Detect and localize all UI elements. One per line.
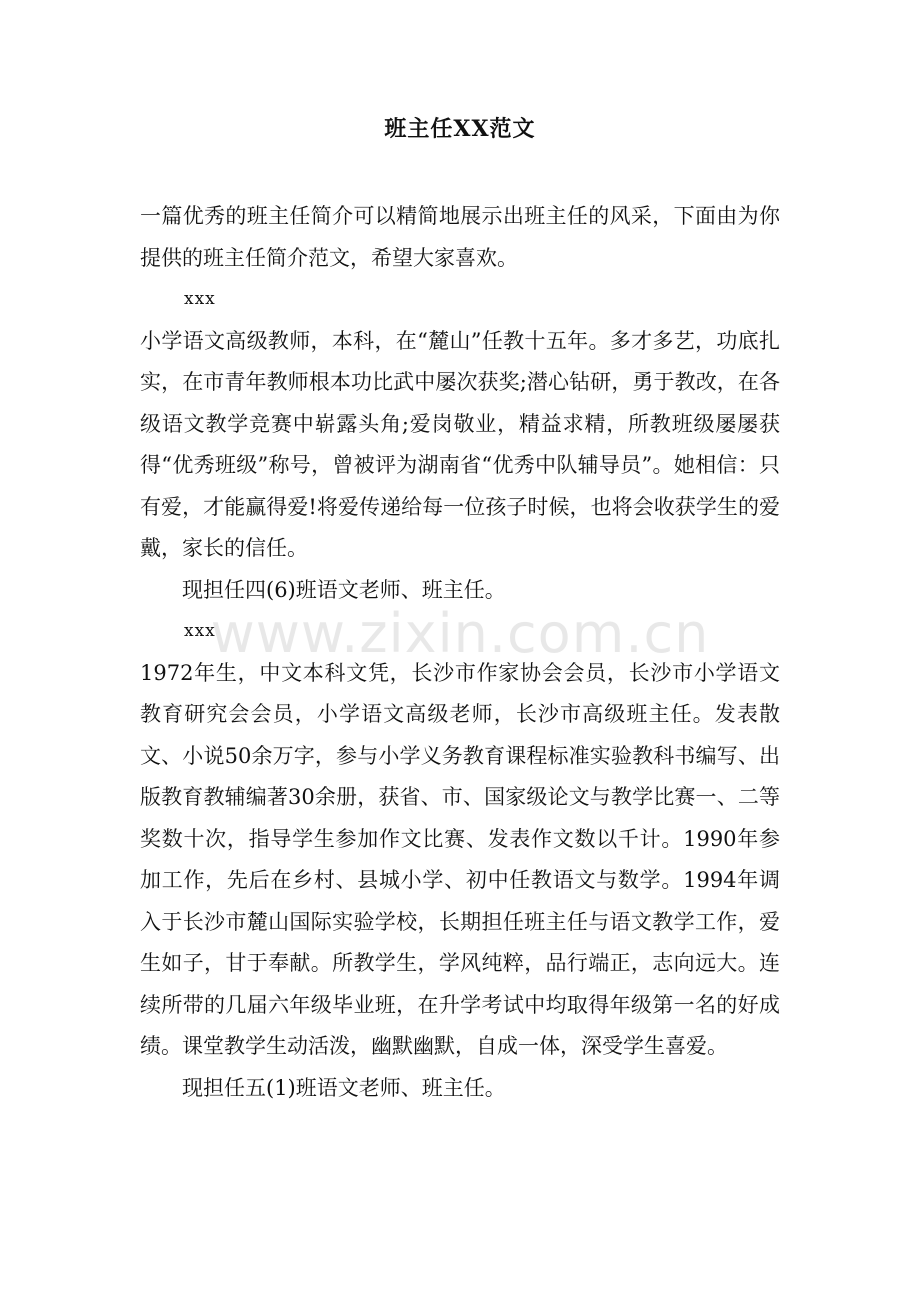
document-body xyxy=(140,196,780,1109)
teacher-2-bio: 1972年生，中文本科文凭，长沙市作家协会会员，长沙市小学语文教育研究会会员，小学语文高级老师，长沙市高级班主任。发表散文、小说50余万字，参与小学义务教育课程标准实验教科书编写、出版教育教辅编著30余册，获省、市、国家级论文与教学比赛一、二等奖数十次，指导学生参加作文比赛、发表作文数以千计。1990年参加工作，先后在乡村、县城小学、初中任教语文与数学。1994年调入于长沙市麓山国际实验学校，长期担任班主任与语文教学工作，爱生如子，甘于奉献。所教学生，学风纯粹，品行端正，志向远大。连续所带的几届六年级毕业班，在升学考试中均取得年级第一名的好成绩。课堂教学生动活泼，幽默幽默，自成一体，深受学生喜爱。 xyxy=(140,660,780,1058)
watermark-text: www.zixin.com.cn xyxy=(210,602,710,665)
intro-paragraph: 一篇优秀的班主任简介可以精简地展示出班主任的风采，下面由为你提供的班主任简介范文，希望大家喜欢。 xyxy=(140,204,780,270)
document-title: 班主任XX范文 xyxy=(384,116,536,142)
teacher-1-name: xxx xyxy=(184,289,216,309)
teacher-2-current-role: 现担任五(1)班语文老师、班主任。 xyxy=(182,1075,506,1100)
teacher-2-name: xxx xyxy=(184,621,216,641)
teacher-1-current-role: 现担任四(6)班语文老师、班主任。 xyxy=(182,577,506,602)
teacher-1-bio: 小学语文高级教师，本科，在“麓山”任教十五年。多才多艺，功底扎实，在市青年教师根本功比武中屡次获奖;潜心钻研，勇于教改，在各级语文教学竞赛中崭露头角;爱岗敬业，精益求精，所教班级屡屡获得“优秀班级”称号，曾被评为湖南省“优秀中队辅导员”。她相信：只有爱，才能赢得爱!将爱传递给每一位孩子时候，也将会收获学生的爱戴，家长的信任。 xyxy=(140,328,780,560)
